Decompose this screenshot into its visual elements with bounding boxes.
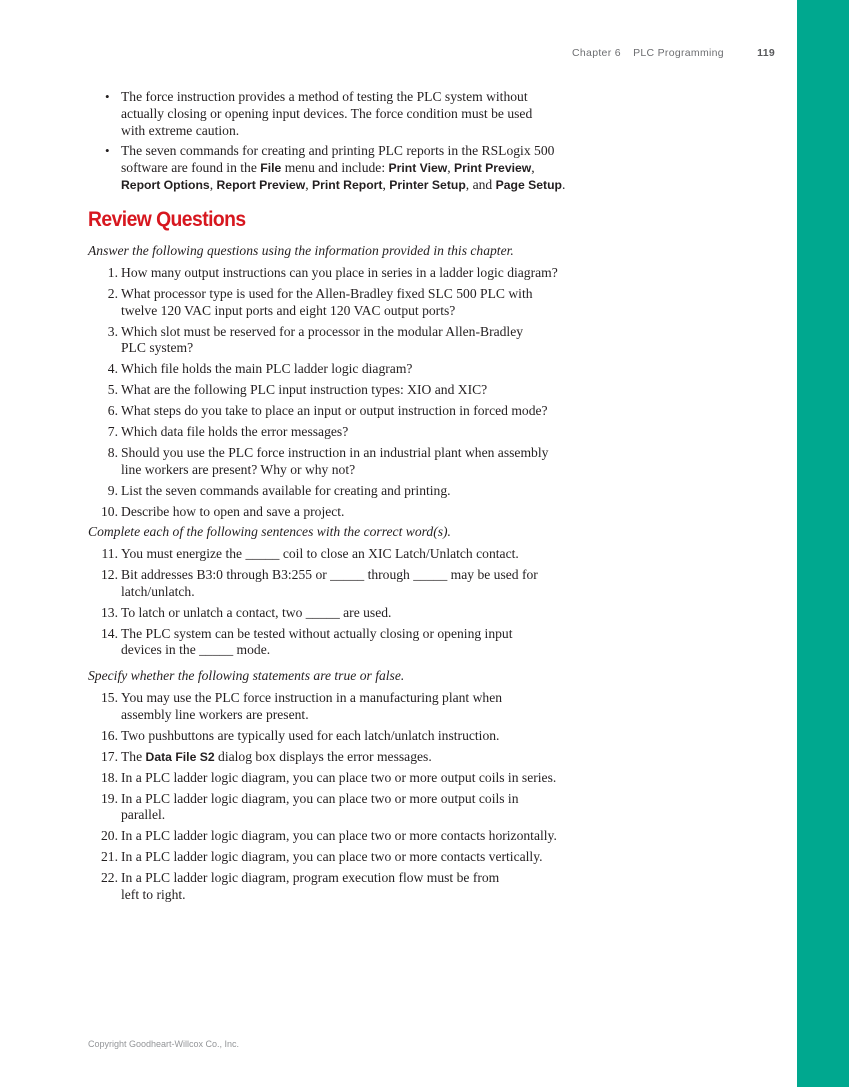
text-run: ,	[531, 160, 535, 176]
text-line	[121, 286, 788, 303]
text-run: devices in the _____ mode.	[121, 642, 271, 658]
text-line	[121, 462, 788, 479]
ui-term: Report Preview	[216, 177, 306, 192]
text-run: The force instruction provides a method of testing the PLC system without	[121, 89, 528, 104]
question-number: 6.	[107, 403, 118, 419]
question-number: 7.	[107, 424, 118, 440]
ui-term: Report Options	[121, 177, 210, 192]
text-run: line workers are present? Why or why not?	[121, 462, 356, 478]
text-line	[121, 504, 788, 521]
text-line	[121, 123, 788, 140]
text-line	[121, 303, 788, 320]
running-header	[572, 47, 775, 59]
review-section-true-false	[88, 668, 788, 908]
section-heading: Review Questions	[88, 208, 246, 231]
ui-term: Printer Setup	[389, 177, 466, 192]
question-number: 9.	[107, 483, 118, 499]
text-line	[121, 89, 788, 106]
text-line	[121, 707, 788, 724]
text-run: latch/unlatch.	[121, 583, 195, 599]
copyright-notice: Copyright Goodheart-Willcox Co., Inc.	[88, 1039, 240, 1049]
question-item	[88, 770, 788, 787]
question-item	[88, 324, 788, 358]
text-run: The	[121, 748, 146, 764]
question-number: 8.	[107, 445, 118, 461]
text-run: PLC system?	[121, 340, 194, 356]
question-item	[88, 728, 788, 745]
question-number: 21.	[101, 849, 118, 865]
text-run: actually closing or opening input devices. The force condition must be used	[121, 105, 533, 121]
text-line	[121, 143, 788, 160]
text-line	[121, 382, 788, 399]
question-item	[88, 286, 788, 320]
text-line	[121, 584, 788, 601]
text-run: software are found in the	[121, 160, 261, 176]
question-item	[88, 361, 788, 378]
text-run: dialog box displays the error messages.	[214, 748, 432, 764]
text-run: ,	[305, 176, 313, 192]
ui-term: Print Preview	[454, 161, 532, 176]
text-run: The PLC system can be tested without actually closing or opening input	[121, 625, 513, 641]
text-line	[121, 887, 788, 904]
chapter-label: Chapter 6	[572, 47, 621, 59]
summary-bullets	[88, 89, 788, 198]
bullet-item	[88, 89, 788, 139]
question-number: 12.	[101, 566, 118, 582]
text-run: The seven commands for creating and printing PLC reports in the RSLogix 500	[121, 143, 555, 159]
bullet-icon: •	[105, 89, 110, 104]
text-run: Bit addresses B3:0 through B3:255 or _____ through _____ may be used for	[121, 566, 538, 582]
text-line	[121, 445, 788, 462]
text-line	[121, 483, 788, 500]
question-item	[88, 265, 788, 282]
text-run: What processor type is used for the Allen-Bradley fixed SLC 500 PLC with	[121, 285, 533, 301]
question-number: 2.	[107, 285, 118, 301]
text-line	[121, 605, 788, 622]
question-item	[88, 626, 788, 660]
question-item	[88, 424, 788, 441]
question-item	[88, 690, 788, 724]
text-line	[121, 791, 788, 808]
text-line	[121, 807, 788, 824]
text-run: What steps do you take to place an input or output instruction in forced mode?	[121, 403, 548, 419]
text-line	[121, 361, 788, 378]
question-item	[88, 504, 788, 521]
text-line	[121, 642, 788, 659]
review-section-short-answer	[88, 243, 788, 525]
bullet-item	[88, 143, 788, 193]
question-item	[88, 403, 788, 420]
text-run: twelve 120 VAC input ports and eight 120 VAC output ports?	[121, 302, 456, 318]
question-number: 14.	[101, 625, 118, 641]
question-number: 18.	[101, 769, 118, 785]
text-run: ,	[447, 160, 455, 176]
section-instruction: Complete each of the following sentences with the correct word(s).	[88, 524, 451, 539]
text-run: Two pushbuttons are typically used for each latch/unlatch instruction.	[121, 727, 500, 743]
text-run: In a PLC ladder logic diagram, you can place two or more contacts horizontally.	[121, 828, 557, 844]
section-instruction: Specify whether the following statements are true or false.	[88, 668, 405, 683]
text-line	[121, 160, 788, 177]
question-number: 11.	[101, 545, 118, 561]
text-run: In a PLC ladder logic diagram, you can place two or more output coils in	[121, 790, 519, 806]
text-run: with extreme caution.	[121, 122, 240, 138]
text-run: You must energize the _____ coil to close an XIC Latch/Unlatch contact.	[121, 545, 519, 561]
ui-term: Data File S2	[145, 749, 215, 764]
question-number: 4.	[107, 361, 118, 377]
bullet-icon: •	[105, 143, 110, 159]
text-run: ,	[209, 176, 217, 192]
question-item	[88, 791, 788, 825]
text-line	[121, 106, 788, 123]
text-run: , and	[465, 176, 496, 192]
text-line	[121, 324, 788, 341]
question-number: 16.	[101, 727, 118, 743]
text-run: What are the following PLC input instruction types: XIO and XIC?	[121, 382, 488, 398]
text-line	[121, 177, 788, 194]
text-run: Should you use the PLC force instruction in an industrial plant when assembly	[121, 445, 549, 461]
question-number: 22.	[101, 870, 118, 886]
question-item	[88, 546, 788, 563]
text-line	[121, 424, 788, 441]
text-run: To latch or unlatch a contact, two _____ are used.	[121, 604, 392, 620]
text-run: In a PLC ladder logic diagram, you can place two or more contacts vertically.	[121, 849, 543, 865]
page-number: 119	[757, 47, 775, 59]
text-line	[121, 870, 788, 887]
question-item	[88, 445, 788, 479]
text-line	[121, 690, 788, 707]
question-item	[88, 382, 788, 399]
text-run: menu and include:	[281, 160, 389, 176]
section-instruction: Answer the following questions using the information provided in this chapter.	[88, 243, 514, 258]
ui-term: Print Report	[312, 177, 383, 192]
text-line	[121, 849, 788, 866]
question-number: 3.	[107, 323, 118, 339]
question-item	[88, 828, 788, 845]
text-line	[121, 567, 788, 584]
text-run: Which data file holds the error messages?	[121, 424, 349, 440]
question-item	[88, 605, 788, 622]
text-run: .	[561, 176, 566, 192]
text-run: List the seven commands available for creating and printing.	[121, 483, 451, 499]
chapter-title: PLC Programming	[633, 47, 724, 59]
question-number: 17.	[101, 748, 118, 764]
text-line	[121, 828, 788, 845]
text-run: In a PLC ladder logic diagram, program execution flow must be from	[121, 870, 500, 886]
text-run: ,	[382, 176, 390, 192]
text-line	[121, 265, 788, 282]
question-number: 13.	[101, 604, 118, 620]
review-section-completion	[88, 524, 788, 663]
question-number: 20.	[101, 828, 118, 844]
chapter-color-bar	[797, 0, 849, 1087]
question-number: 5.	[107, 382, 118, 398]
text-line	[121, 749, 788, 766]
question-number: 10.	[101, 504, 118, 520]
text-run: parallel.	[121, 807, 166, 823]
text-run: Which file holds the main PLC ladder logic diagram?	[121, 361, 413, 377]
question-item	[88, 567, 788, 601]
question-item	[88, 749, 788, 766]
text-line	[121, 403, 788, 420]
text-run: Describe how to open and save a project.	[121, 504, 345, 520]
text-run: left to right.	[121, 887, 186, 903]
question-number: 15.	[101, 689, 118, 705]
question-item	[88, 483, 788, 500]
question-number: 19.	[101, 790, 118, 806]
ui-term: Print View	[388, 161, 448, 176]
question-item	[88, 849, 788, 866]
text-line	[121, 770, 788, 787]
text-run: In a PLC ladder logic diagram, you can place two or more output coils in series.	[121, 769, 557, 785]
text-line	[121, 340, 788, 357]
text-line	[121, 626, 788, 643]
text-run: How many output instructions can you place in series in a ladder logic diagram?	[121, 264, 558, 280]
text-line	[121, 728, 788, 745]
text-run: assembly line workers are present.	[121, 706, 309, 722]
text-line	[121, 546, 788, 563]
ui-term: File	[260, 161, 282, 176]
question-item	[88, 870, 788, 904]
question-number: 1.	[107, 264, 118, 280]
ui-term: Page Setup	[495, 177, 562, 192]
text-run: You may use the PLC force instruction in a manufacturing plant when	[121, 689, 503, 705]
text-run: Which slot must be reserved for a processor in the modular Allen-Bradley	[121, 323, 524, 339]
